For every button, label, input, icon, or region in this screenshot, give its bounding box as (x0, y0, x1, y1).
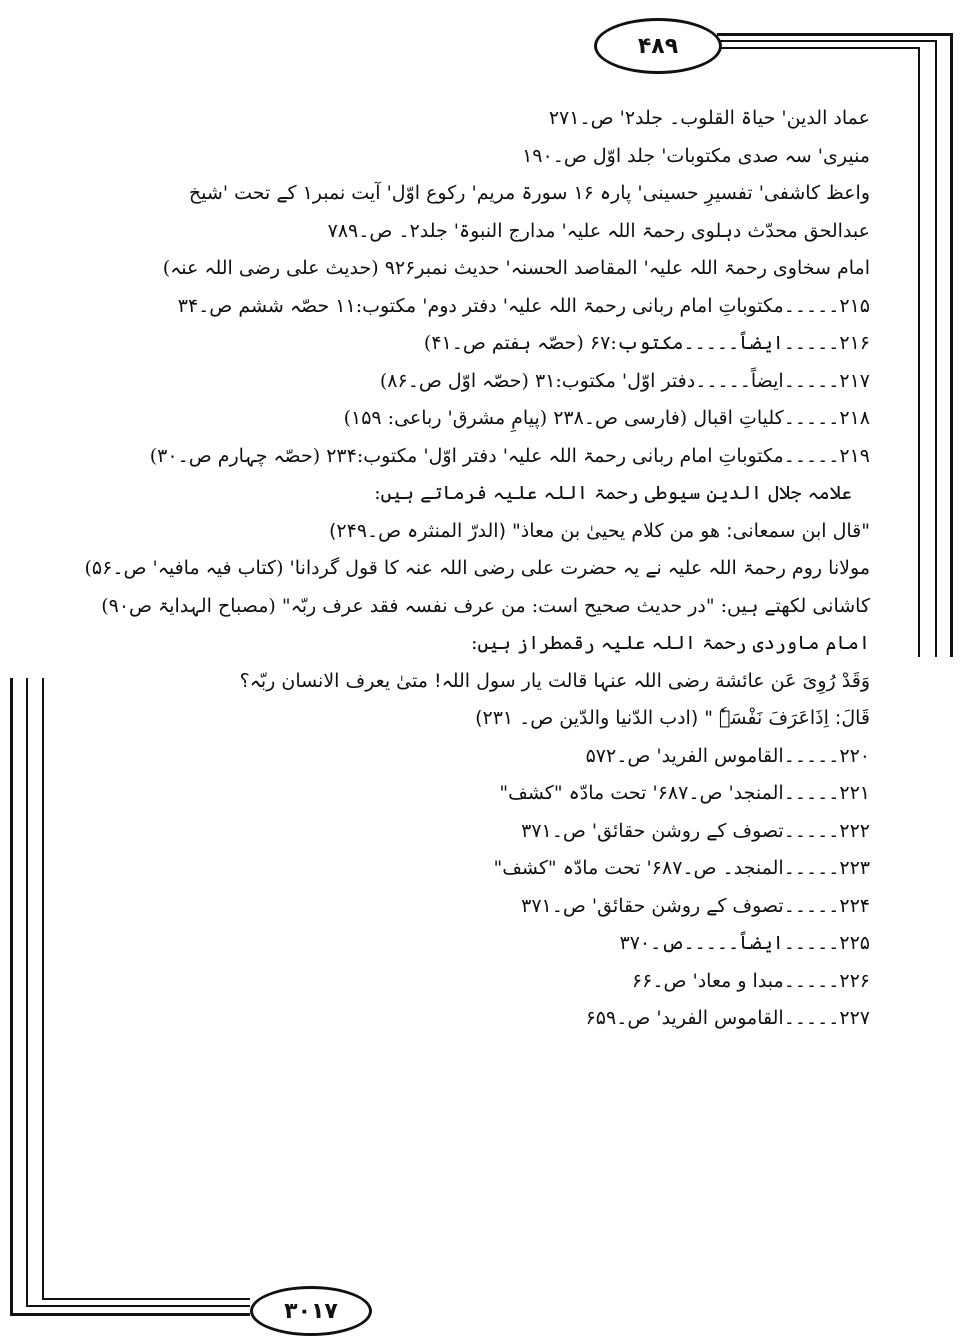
text-line: علامہ جلال الدین سیوطی رحمۃ اللہ علیہ فرماتے ہیں: (374, 482, 852, 504)
frame-left-rule-middle (26, 678, 28, 1307)
text-line: منیری' سہ صدی مکتوبات' جلد اوّل ص۔۱۹۰ (522, 144, 870, 167)
frame-right-rule-inner (918, 47, 920, 657)
frame-top-rule-inner (717, 47, 920, 49)
text-line: وَقَدْ رُوِیَ عَن عائشة رضی اللہ عنہا قالت یار سول اللہ! متیٰ یعرف الانسان ربّہ؟ (239, 669, 870, 692)
text-line: مولانا روم رحمۃ اللہ علیہ نے یہ حضرت علی رضی اللہ عنہ کا قول گردانا' (کتاب فیہ مافیہ' ص۔۵۶) (84, 557, 870, 579)
header-page-number: ۴۸۹ (594, 18, 722, 74)
frame-left-rule-inner (42, 678, 44, 1300)
text-line: ۲۲۰۔۔۔۔۔القاموس الفرید' ص۔۵۷۲ (585, 744, 870, 767)
frame-right-rule-middle (935, 40, 937, 657)
text-line: عماد الدین' حیاۃ القلوب۔ جلد۲' ص۔۲۷۱ (548, 107, 870, 129)
text-line: ۲۲۵۔۔۔۔۔ایضاً۔۔۔۔۔ص۔۳۷۰ (619, 932, 870, 954)
frame-left-rule-outer (10, 678, 13, 1316)
text-line: ۲۲۶۔۔۔۔۔مبدا و معاد' ص۔۶۶ (631, 969, 870, 992)
text-line: "قال ابن سمعانی: هو من كلام يحيىٰ بن معاذ" (الدرّ المنثرہ ص۔۲۴۹) (328, 519, 870, 542)
text-line: ۲۱۷۔۔۔۔۔ایضاً۔۔۔۔۔دفتر اوّل' مکتوب:۳۱ (حصّہ اوّل ص۔۸۶) (379, 369, 870, 392)
text-line: امام ماوردی رحمۃ اللہ علیہ رقمطراز ہیں: (471, 632, 870, 654)
text-line: ۲۲۲۔۔۔۔۔تصوف کے روشن حقائق' ص۔۳۷۱ (521, 819, 870, 842)
text-line: واعظ کاشفی' تفسیرِ حسینی' پارہ ۱۶ سورۃ مریم' رکوع اوّل' آیت نمبر۱ کے تحت 'شیخ (188, 182, 870, 204)
frame-right-rule-outer (950, 33, 953, 657)
frame-top-rule-middle (717, 40, 937, 42)
text-line: ۲۲۷۔۔۔۔۔القاموس الفرید' ص۔۶۵۹ (585, 1007, 870, 1029)
text-line: قَالَ: اِذَاعَرَفَ نَفْسَہٗ " (ادب الدّنيا والدّين ص۔ ۲۳۱) (475, 707, 870, 729)
frame-bottom-rule-inner (42, 1298, 250, 1300)
footer-page-number: ۳۰۱۷ (250, 1286, 372, 1336)
footnotes-body (84, 100, 870, 1038)
frame-top-rule-outer (717, 33, 953, 36)
text-line: امام سخاوی رحمۃ اللہ علیہ' المقاصد الحسنہ' حدیث نمبر۹۲۶ (حدیث علی رضی اللہ عنہ) (162, 257, 870, 279)
text-line: ۲۱۶۔۔۔۔۔ایضاً۔۔۔۔۔مکتوب:۶۷ (حصّہ ہفتم ص۔۴۱) (423, 332, 870, 354)
text-line: ۲۱۵۔۔۔۔۔مکتوباتِ امام ربانی رحمۃ اللہ علیہ' دفتر دوم' مکتوب:۱۱ حصّہ ششم ص۔۳۴ (177, 294, 870, 317)
text-line: ۲۲۳۔۔۔۔۔المنجد۔ ص۔۶۸۷' تحت مادّہ "کشف" (493, 857, 870, 879)
text-line: ۲۱۹۔۔۔۔۔مکتوباتِ امام ربانی رحمۃ اللہ علیہ' دفتر اوّل' مکتوب:۲۳۴ (حصّہ چہارم ص۔۳۰) (149, 444, 870, 467)
frame-bottom-rule-middle (26, 1305, 250, 1307)
text-line: کاشانی لکھتے ہیں: "در حدیث صحیح است: من عرف نفسہ فقد عرف ربّہ" (مصباح الہدایۃ ص۹۰) (101, 594, 870, 617)
text-line: ۲۱۸۔۔۔۔۔کلیاتِ اقبال (فارسی ص۔۲۳۸ (پیامِ مشرق' رباعی: ۱۵۹) (343, 407, 870, 429)
frame-bottom-rule-outer (10, 1313, 250, 1316)
text-line: ۲۲۴۔۔۔۔۔تصوف کے روشن حقائق' ص۔۳۷۱ (521, 894, 870, 917)
text-line: عبدالحق محدّث دہلوی رحمۃ اللہ علیہ' مدارج النبوۃ' جلد۲۔ ص۔۷۸۹ (327, 219, 870, 242)
text-line: ۲۲۱۔۔۔۔۔المنجد' ص۔۶۸۷' تحت مادّہ "کشف" (499, 782, 870, 804)
